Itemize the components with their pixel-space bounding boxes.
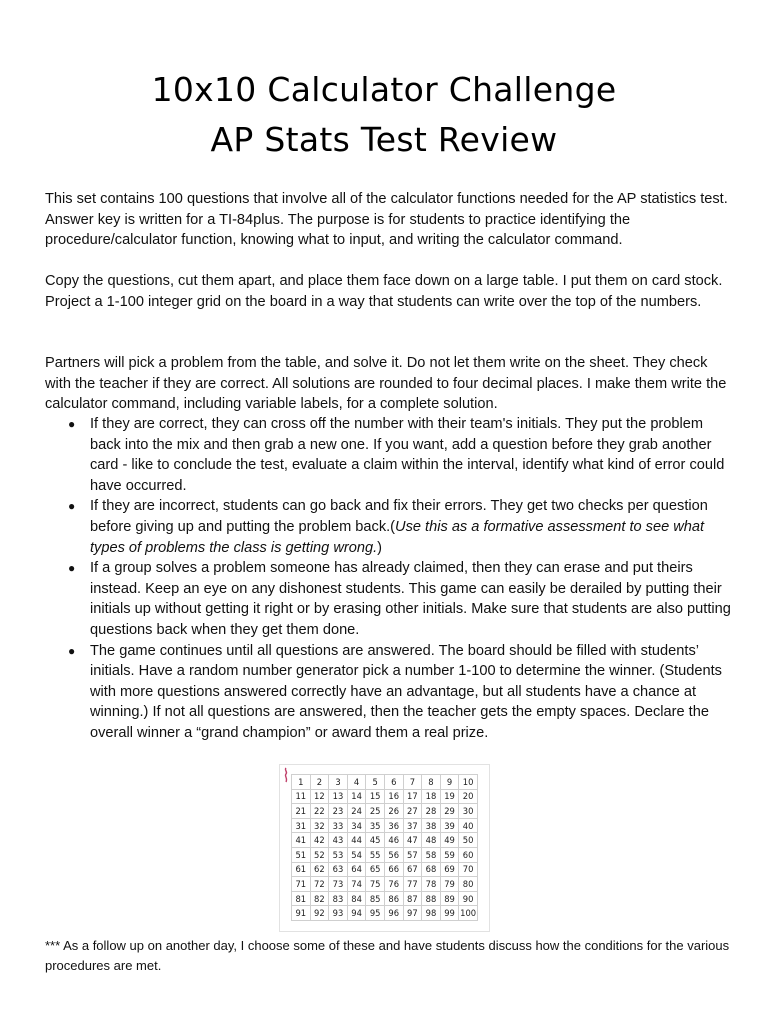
grid-cell: 46 [384,833,403,848]
grid-row [292,862,478,877]
grid-cell: 39 [440,818,459,833]
grid-cell: 64 [347,862,366,877]
grid-cell: 30 [459,804,478,819]
bullet-item-winner [45,641,735,744]
grid-cell: 77 [403,877,422,892]
grid-cell: 98 [422,906,441,921]
grid-row [292,804,478,819]
grid-cell: 52 [310,847,329,862]
grid-cell: 21 [292,804,311,819]
grid-row [292,789,478,804]
grid-cell: 56 [384,847,403,862]
hundred-grid-image [279,764,490,932]
grid-cell: 78 [422,877,441,892]
grid-cell: 88 [422,891,441,906]
grid-cell: 20 [459,789,478,804]
grid-cell: 54 [347,847,366,862]
bullet-text: The game continues until all questions are answered. The board should be filled with students’ initials. Have a random number generator pick a number 1-100 to determine the winner. (Students with more questions answered correctly have an advantage, but all students have a chance at winning.) If not all questions are answered, then the teacher gets the empty spaces. Declare the overall winner a “grand champion” or award them a real prize. [90,642,722,741]
grid-cell: 61 [292,862,311,877]
grid-cell: 68 [422,862,441,877]
footnote: *** As a follow up on another day, I choose some of these and have students discuss how the conditions for the various procedures are met. [45,938,730,973]
grid-cell: 1 [292,775,311,790]
setup-paragraph: Copy the questions, cut them apart, and place them face down on a large table. I put them on card stock. Project a 1-100 integer grid on the board in a way that students can write over the top of the numbers. [45,273,723,310]
grid-cell: 47 [403,833,422,848]
grid-cell: 31 [292,818,311,833]
grid-cell: 62 [310,862,329,877]
grid-cell: 65 [366,862,385,877]
bullet-text: If a group solves a problem someone has already claimed, then they can erase and put theirs instead. Keep an eye on any dishonest students. This game can easily be derailed by putting their initials up without getting it right or by erasing other initials. Make sure that students are also putting questions back when they get them done. [90,560,731,638]
grid-cell: 14 [347,789,366,804]
document-title-line-2: AP Stats Test Review [210,120,558,159]
grid-cell: 18 [422,789,441,804]
document-title-line-1: 10x10 Calculator Challenge [151,70,617,109]
bullet-dot-icon: ● [68,499,76,514]
grid-cell: 82 [310,891,329,906]
grid-cell: 53 [329,847,348,862]
grid-cell: 25 [366,804,385,819]
grid-cell: 51 [292,847,311,862]
grid-row [292,906,478,921]
grid-cell: 16 [384,789,403,804]
rules-bullet-list [45,414,735,744]
grid-cell: 17 [403,789,422,804]
grid-cell: 91 [292,906,311,921]
bullet-item-claimed [45,558,735,640]
grid-cell: 97 [403,906,422,921]
grid-cell: 55 [366,847,385,862]
bullet-dot-icon: ● [68,561,76,576]
bullet-italic-note: Use this as a formative assessment to see what types of problems the class is getting wrong. [90,518,705,556]
grid-cell: 29 [440,804,459,819]
grid-cell: 86 [384,891,403,906]
grid-cell: 24 [347,804,366,819]
grid-cell: 12 [310,789,329,804]
grid-cell: 87 [403,891,422,906]
rules-paragraph: Partners will pick a problem from the table, and solve it. Do not let them write on the sheet. They check with the teacher if they are correct. All solutions are rounded to four decimal places. I make them write the calculator command, including variable labels, for a complete solution. [45,355,727,413]
grid-row [292,818,478,833]
grid-cell: 13 [329,789,348,804]
grid-cell: 96 [384,906,403,921]
grid-cell: 22 [310,804,329,819]
grid-cell: 4 [347,775,366,790]
grid-cell: 9 [440,775,459,790]
grid-cell: 66 [384,862,403,877]
grid-cell: 11 [292,789,311,804]
grid-cell: 95 [366,906,385,921]
grid-cell: 70 [459,862,478,877]
grid-cell: 90 [459,891,478,906]
grid-row [292,847,478,862]
grid-cell: 42 [310,833,329,848]
grid-cell: 43 [329,833,348,848]
grid-cell: 19 [440,789,459,804]
grid-row [292,891,478,906]
grid-row [292,877,478,892]
grid-cell: 40 [459,818,478,833]
grid-cell: 57 [403,847,422,862]
grid-cell: 94 [347,906,366,921]
pencil-mark-icon [283,767,289,783]
grid-cell: 73 [329,877,348,892]
grid-cell: 33 [329,818,348,833]
grid-cell: 49 [440,833,459,848]
grid-cell: 48 [422,833,441,848]
grid-cell: 36 [384,818,403,833]
bullet-item-incorrect [45,496,735,558]
bullet-text: If they are incorrect, students can go back and fix their errors. They get two checks per question before giving up and putting the problem back.( [90,498,708,535]
grid-cell: 63 [329,862,348,877]
grid-cell: 38 [422,818,441,833]
grid-cell: 74 [347,877,366,892]
grid-cell: 92 [310,906,329,921]
grid-cell: 79 [440,877,459,892]
grid-cell: 93 [329,906,348,921]
grid-cell: 83 [329,891,348,906]
grid-cell: 100 [459,906,478,921]
grid-cell: 71 [292,877,311,892]
grid-cell: 76 [384,877,403,892]
grid-cell: 45 [366,833,385,848]
bullet-text-end: ) [377,539,383,556]
bullet-text: If they are correct, they can cross off the number with their team's initials. They put the problem back into the mix and then grab a new one. If you want, add a question before they grab another card - like to conclude the test, evaluate a claim within the interval, identify what kind of error could have occurred. [90,416,725,494]
grid-cell: 8 [422,775,441,790]
bullet-dot-icon: ● [68,417,76,431]
grid-cell: 44 [347,833,366,848]
grid-cell: 50 [459,833,478,848]
bullet-item-correct [45,414,735,496]
hundred-grid-table [291,774,478,921]
grid-cell: 15 [366,789,385,804]
grid-cell: 10 [459,775,478,790]
grid-cell: 75 [366,877,385,892]
grid-cell: 84 [347,891,366,906]
grid-cell: 35 [366,818,385,833]
grid-cell: 60 [459,847,478,862]
grid-cell: 5 [366,775,385,790]
grid-cell: 27 [403,804,422,819]
grid-cell: 81 [292,891,311,906]
intro-paragraph: This set contains 100 questions that involve all of the calculator functions needed for the AP statistics test. Answer key is written for a TI-84plus. The purpose is for students to practice identifying the procedure/calculator function, knowing what to input, and writing the calculator command. [45,191,728,249]
grid-cell: 32 [310,818,329,833]
grid-cell: 41 [292,833,311,848]
grid-cell: 58 [422,847,441,862]
grid-row [292,833,478,848]
grid-row [292,775,478,790]
grid-cell: 28 [422,804,441,819]
bullet-dot-icon: ● [68,643,76,658]
grid-cell: 85 [366,891,385,906]
grid-cell: 7 [403,775,422,790]
grid-cell: 80 [459,877,478,892]
grid-cell: 59 [440,847,459,862]
grid-cell: 23 [329,804,348,819]
grid-cell: 99 [440,906,459,921]
grid-cell: 67 [403,862,422,877]
grid-cell: 3 [329,775,348,790]
grid-cell: 34 [347,818,366,833]
grid-cell: 6 [384,775,403,790]
grid-cell: 26 [384,804,403,819]
grid-cell: 37 [403,818,422,833]
grid-cell: 69 [440,862,459,877]
grid-cell: 89 [440,891,459,906]
grid-cell: 72 [310,877,329,892]
grid-cell: 2 [310,775,329,790]
